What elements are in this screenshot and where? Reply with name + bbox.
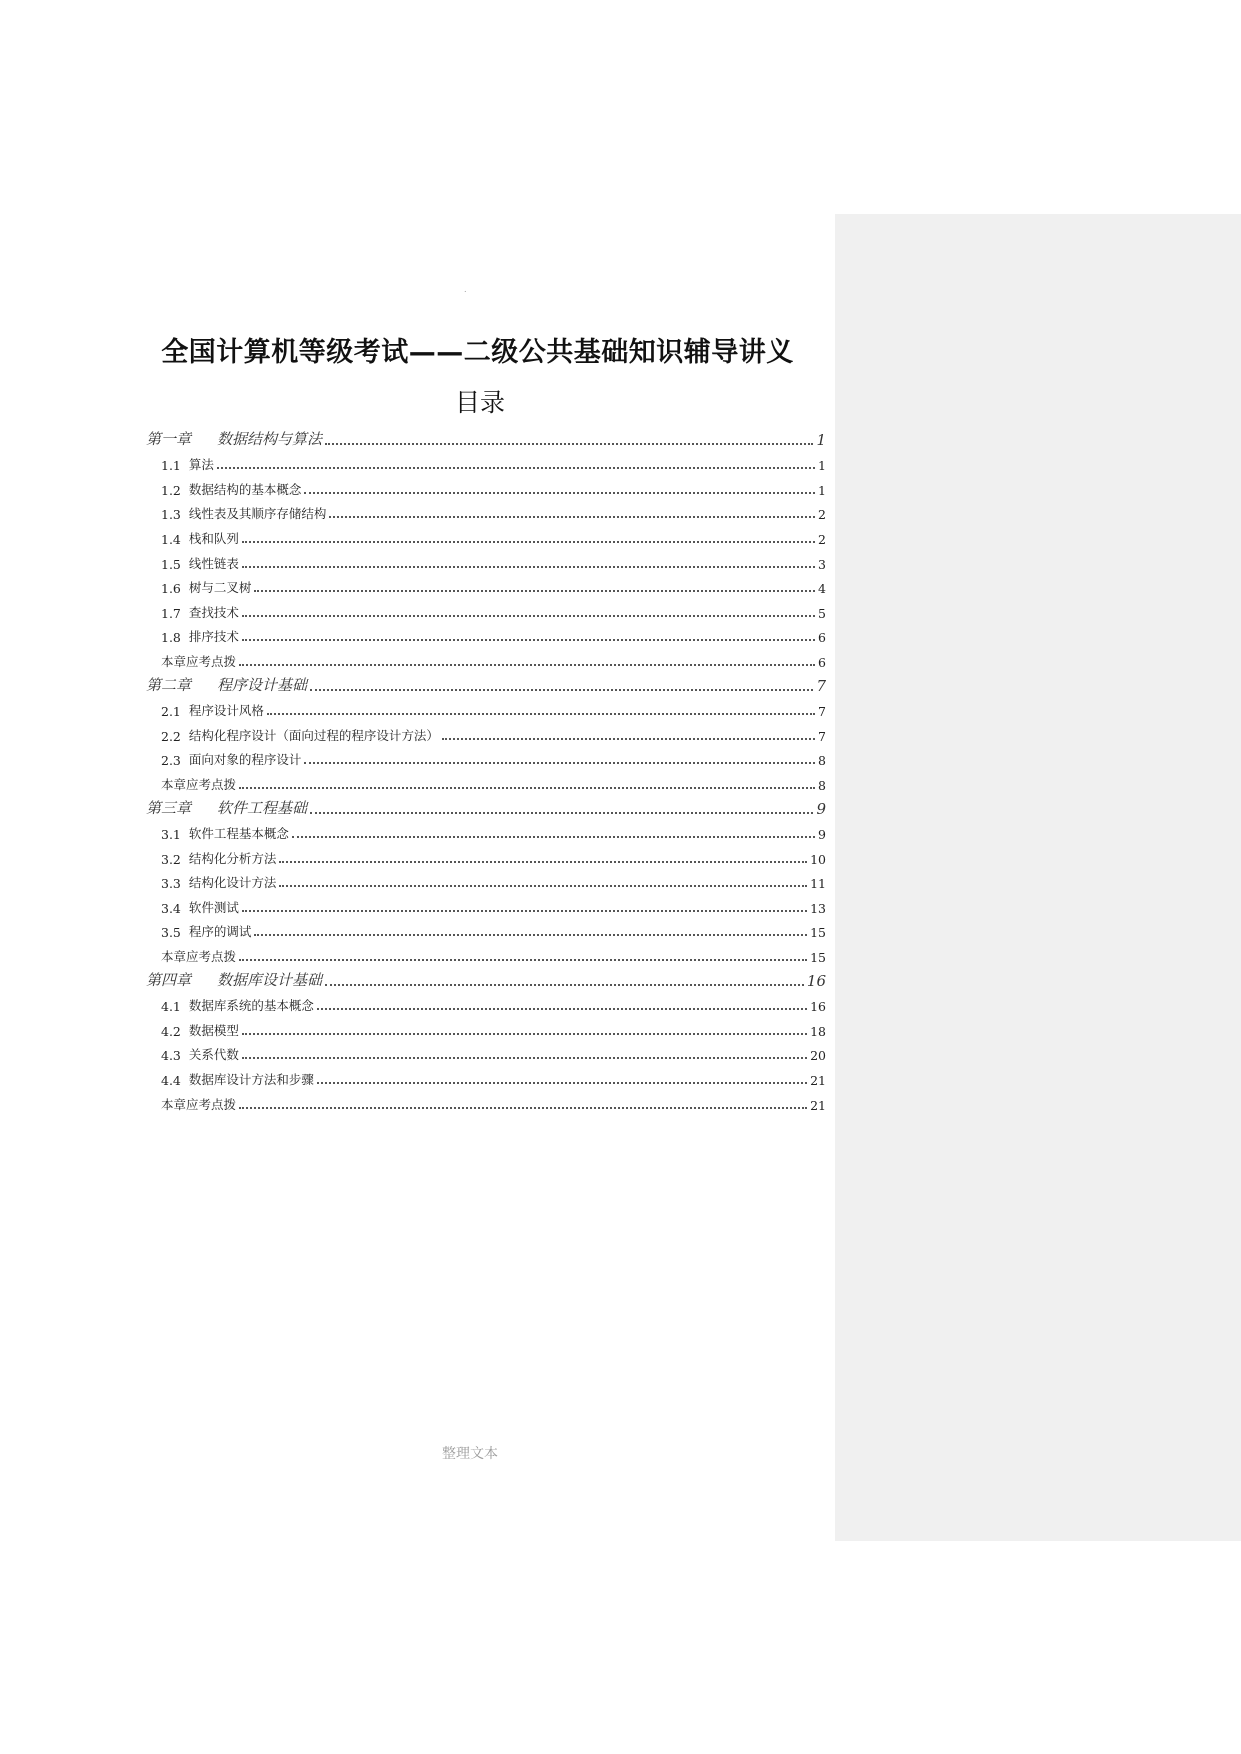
dot-leader — [329, 515, 815, 518]
dot-leader — [239, 663, 815, 666]
toc-entry-number: 2.1 — [161, 704, 181, 720]
toc-entry-label: 线性链表 — [188, 555, 239, 571]
toc-section-entry[interactable] — [146, 547, 826, 572]
toc-entry-number: 3.5 — [161, 925, 181, 941]
markup-pane — [835, 214, 1241, 1541]
toc-entry-page: 11 — [810, 876, 826, 892]
toc-section-entry[interactable] — [146, 596, 826, 621]
header-mark: . — [464, 285, 467, 294]
toc-section-entry[interactable] — [146, 1063, 826, 1088]
toc-entry-label: 本章应考点拨 — [161, 653, 237, 669]
dot-leader — [279, 884, 807, 887]
toc-entry-page: 2 — [818, 531, 826, 547]
toc-entry-number: 1.2 — [161, 482, 181, 498]
toc-section-entry[interactable] — [146, 891, 826, 916]
toc-entry-page: 21 — [810, 1073, 826, 1089]
toc-entry-page: 9 — [818, 827, 826, 843]
dot-leader — [442, 737, 815, 740]
dot-leader — [304, 491, 815, 494]
dot-leader — [239, 958, 807, 961]
toc-entry-number: 3.1 — [161, 827, 181, 843]
toc-entry-page: 21 — [810, 1097, 826, 1113]
dot-leader — [239, 786, 815, 789]
dot-leader — [217, 466, 815, 469]
toc-section-entry[interactable] — [146, 744, 826, 769]
toc-section-entry[interactable] — [146, 522, 826, 547]
toc-entry-label: 本章应考点拨 — [161, 949, 237, 965]
table-of-contents — [146, 424, 826, 1113]
dot-leader — [242, 638, 815, 641]
toc-entry-number: 3.4 — [161, 900, 181, 916]
toc-entry-page: 6 — [818, 654, 826, 670]
toc-entry-page: 10 — [810, 851, 826, 867]
toc-chapter-entry[interactable] — [146, 424, 826, 449]
dot-leader — [242, 565, 815, 568]
toc-entry-label: 本章应考点拨 — [161, 1096, 237, 1112]
toc-entry-label: 栈和队列 — [188, 530, 239, 546]
toc-entry-page: 18 — [810, 1023, 826, 1039]
toc-entry-label: 查找技术 — [188, 604, 239, 620]
toc-section-entry[interactable] — [146, 1014, 826, 1039]
toc-entry-page: 8 — [818, 777, 826, 793]
dot-leader — [325, 442, 813, 445]
toc-entry-label: 本章应考点拨 — [161, 776, 237, 792]
dot-leader — [242, 540, 815, 543]
toc-entry-page: 16 — [810, 999, 826, 1015]
toc-entry-label: 关系代数 — [188, 1047, 239, 1063]
toc-entry-number: 第二章 — [146, 675, 192, 694]
dot-leader — [242, 614, 815, 617]
toc-entry-page: 7 — [816, 676, 826, 695]
toc-entry-label: 软件工程基本概念 — [188, 826, 289, 842]
toc-entry-number: 3.2 — [161, 851, 181, 867]
toc-entry-number: 4.2 — [161, 1023, 181, 1039]
dot-leader — [304, 761, 815, 764]
toc-entry-label: 数据库设计基础 — [217, 970, 323, 989]
toc-entry-number: 4.1 — [161, 999, 181, 1015]
toc-entry-page: 3 — [818, 556, 826, 572]
dot-leader — [317, 1081, 807, 1084]
toc-entry-page: 13 — [810, 900, 826, 916]
toc-section-entry[interactable] — [146, 916, 826, 941]
dot-leader — [325, 983, 804, 986]
toc-entry-number: 1.5 — [161, 556, 181, 572]
toc-entry-label: 程序的调试 — [188, 924, 252, 940]
toc-entry-page: 5 — [818, 605, 826, 621]
toc-entry-page: 15 — [810, 925, 826, 941]
toc-section-entry[interactable] — [146, 695, 826, 720]
dot-leader — [310, 811, 813, 814]
toc-entry-label: 数据库设计方法和步骤 — [188, 1072, 314, 1088]
toc-section-entry[interactable] — [146, 818, 826, 843]
toc-section-entry[interactable] — [146, 1039, 826, 1064]
dot-leader — [242, 909, 807, 912]
toc-entry-page: 1 — [816, 430, 826, 449]
toc-entry-number: 1.8 — [161, 630, 181, 646]
toc-entry-page: 20 — [810, 1048, 826, 1064]
toc-entry-number: 1.4 — [161, 531, 181, 547]
dot-leader — [254, 933, 807, 936]
dot-leader — [239, 1106, 807, 1109]
toc-section-entry[interactable] — [146, 867, 826, 892]
dot-leader — [317, 1007, 807, 1010]
toc-entry-page: 6 — [818, 630, 826, 646]
toc-entry-label: 结构化程序设计（面向过程的程序设计方法） — [188, 727, 439, 743]
toc-entry-number: 1.7 — [161, 605, 181, 621]
toc-entry-page: 2 — [818, 507, 826, 523]
toc-entry-number: 第四章 — [146, 970, 192, 989]
toc-section-entry[interactable] — [146, 473, 826, 498]
dot-leader — [310, 688, 813, 691]
toc-entry-number: 3.3 — [161, 876, 181, 892]
toc-entry-label: 软件工程基础 — [217, 798, 308, 817]
toc-entry-page: 9 — [816, 799, 826, 818]
toc-entry-label: 数据结构与算法 — [217, 429, 323, 448]
toc-entry-page: 16 — [806, 971, 826, 990]
toc-entry-label: 数据库系统的基本概念 — [188, 998, 314, 1014]
toc-entry-label: 算法 — [188, 457, 214, 473]
toc-section-entry[interactable] — [146, 621, 826, 646]
toc-entry-label: 线性表及其顺序存储结构 — [188, 506, 327, 522]
toc-entry-label: 面向对象的程序设计 — [188, 752, 302, 768]
toc-entry-page: 1 — [818, 458, 826, 474]
toc-entry-label: 结构化分析方法 — [188, 850, 277, 866]
toc-section-entry[interactable] — [146, 1088, 826, 1113]
toc-chapter-entry[interactable] — [146, 965, 826, 990]
document-title: 全国计算机等级考试——二级公共基础知识辅导讲义 — [161, 337, 794, 368]
toc-entry-number: 第三章 — [146, 798, 192, 817]
toc-entry-number: 1.1 — [161, 458, 181, 474]
toc-entry-label: 程序设计风格 — [188, 703, 264, 719]
toc-entry-page: 4 — [818, 581, 826, 597]
toc-heading: 目录 — [454, 388, 505, 417]
toc-entry-label: 软件测试 — [188, 899, 239, 915]
toc-entry-label: 结构化设计方法 — [188, 875, 277, 891]
toc-entry-page: 8 — [818, 753, 826, 769]
dot-leader — [279, 860, 807, 863]
toc-entry-page: 7 — [818, 728, 826, 744]
toc-section-entry[interactable] — [146, 940, 826, 965]
toc-entry-page: 7 — [818, 704, 826, 720]
toc-entry-label: 数据模型 — [188, 1022, 239, 1038]
toc-section-entry[interactable] — [146, 719, 826, 744]
toc-section-entry[interactable] — [146, 768, 826, 793]
dot-leader — [254, 589, 815, 592]
toc-entry-label: 树与二叉树 — [188, 580, 252, 596]
toc-entry-number: 第一章 — [146, 429, 192, 448]
toc-entry-label: 数据结构的基本概念 — [188, 481, 302, 497]
dot-leader — [267, 712, 815, 715]
toc-entry-number: 2.3 — [161, 753, 181, 769]
footer-caption: 整理文本 — [442, 1446, 498, 1462]
toc-section-entry[interactable] — [146, 645, 826, 670]
toc-section-entry[interactable] — [146, 498, 826, 523]
toc-section-entry[interactable] — [146, 572, 826, 597]
toc-entry-number: 4.3 — [161, 1048, 181, 1064]
toc-entry-number: 1.6 — [161, 581, 181, 597]
toc-entry-page: 15 — [810, 950, 826, 966]
dot-leader — [242, 1056, 807, 1059]
dot-leader — [292, 835, 815, 838]
dot-leader — [242, 1032, 807, 1035]
toc-section-entry[interactable] — [146, 842, 826, 867]
toc-entry-number: 4.4 — [161, 1073, 181, 1089]
toc-section-entry[interactable] — [146, 990, 826, 1015]
toc-entry-number: 2.2 — [161, 728, 181, 744]
toc-entry-label: 程序设计基础 — [217, 675, 308, 694]
toc-entry-number: 1.3 — [161, 507, 181, 523]
toc-chapter-entry[interactable] — [146, 793, 826, 818]
toc-entry-page: 1 — [818, 482, 826, 498]
toc-chapter-entry[interactable] — [146, 670, 826, 695]
toc-entry-label: 排序技术 — [188, 629, 239, 645]
toc-section-entry[interactable] — [146, 449, 826, 474]
